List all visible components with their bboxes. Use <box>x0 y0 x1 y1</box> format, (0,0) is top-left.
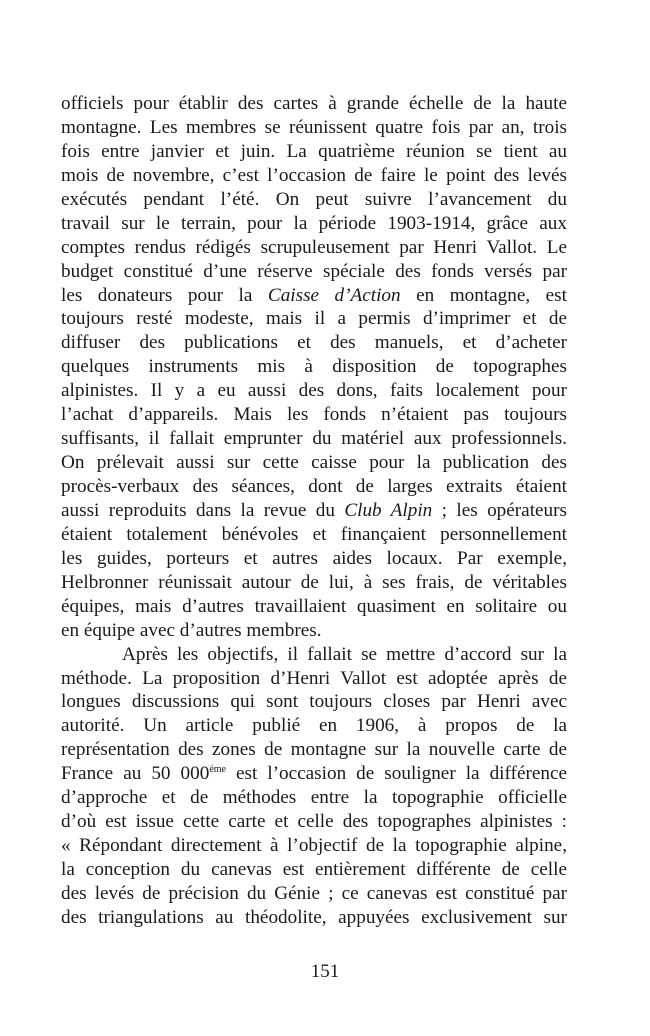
text-line <box>61 164 567 188</box>
text-line <box>61 92 567 116</box>
text-line <box>61 834 567 858</box>
text-run: les donateurs pour la <box>61 284 268 306</box>
text-run: ; les opérateurs <box>432 499 567 521</box>
text-run: travail sur le terrain, pour la période 1903-1914, grâce aux <box>61 212 567 234</box>
text-line <box>61 786 567 810</box>
text-run: mois de novembre, c’est l’occasion de faire le point des levés <box>61 164 567 186</box>
page-number: 151 <box>310 961 340 982</box>
text-run: méthode. La proposition d’Henri Vallot est adoptée après de <box>61 667 567 689</box>
text-run: alpinistes. Il y a eu aussi des dons, faits localement pour <box>61 380 567 402</box>
text-run: exécutés pendant l’été. On peut suivre l’avancement du <box>61 188 567 210</box>
text-run: d’approche et de méthodes entre la topographie officielle <box>61 787 567 809</box>
paragraph-first-line <box>61 643 567 667</box>
text-line <box>61 667 567 691</box>
text-line <box>61 403 567 427</box>
text-run: les guides, porteurs et autres aides locaux. Par exemple, <box>61 547 567 569</box>
text-run: en montagne, est <box>400 284 567 306</box>
text-run: d’où est issue cette carte et celle des topographes alpinistes : <box>61 811 567 833</box>
text-line <box>61 547 567 571</box>
text-line <box>61 714 567 738</box>
text-line <box>61 690 567 714</box>
text-run: budget constitué d’une réserve spéciale des fonds versés par <box>61 260 567 282</box>
text-run: est l’occasion de souligner la différence <box>225 763 567 785</box>
text-line <box>61 188 567 212</box>
text-run: l’achat d’appareils. Mais les fonds n’étaient pas toujours <box>61 404 567 426</box>
text-line <box>61 379 567 403</box>
text-line <box>61 523 567 547</box>
text-run: suffisants, il fallait emprunter du matériel aux professionnels. <box>61 428 567 450</box>
text-line <box>61 738 567 762</box>
text-line <box>61 427 567 451</box>
text-line <box>61 858 567 882</box>
text-run: Helbronner réunissait autour de lui, à ses frais, de véritables <box>61 571 567 593</box>
text-run: officiels pour établir des cartes à grande échelle de la haute <box>61 93 567 114</box>
text-line <box>61 355 567 379</box>
text-run: en équipe avec d’autres membres. <box>61 619 322 641</box>
text-line <box>61 140 567 164</box>
text-run: On prélevait aussi sur cette caisse pour la publication des <box>61 452 567 474</box>
italic-title: Caisse d’Action <box>267 284 401 306</box>
text-line <box>61 212 567 236</box>
text-run: des triangulations au théodolite, appuyées exclusivement sur <box>61 906 567 928</box>
text-line <box>61 236 567 260</box>
text-line <box>61 116 567 140</box>
text-line <box>61 284 567 308</box>
text-run: procès-verbaux des séances, dont de larges extraits étaient <box>61 476 567 497</box>
page-body-text <box>61 92 567 930</box>
text-line <box>61 331 567 355</box>
ordinal-superscript: éme <box>209 764 226 776</box>
text-run: autorité. Un article publié en 1906, à propos de la <box>61 715 567 737</box>
text-run: toujours resté modeste, mais il a permis d’imprimer et de <box>61 308 567 330</box>
text-run: montagne. Les membres se réunissent quatre fois par an, trois <box>61 116 567 138</box>
text-line <box>61 906 567 930</box>
italic-title: Club Alpin <box>344 499 433 521</box>
text-line <box>61 619 567 643</box>
text-run: fois entre janvier et juin. La quatrième réunion se tient au <box>61 140 567 162</box>
text-run: des levés de précision du Génie ; ce canevas est constitué par <box>61 882 567 904</box>
text-run: « Répondant directement à l’objectif de la topographie alpine, <box>61 835 567 857</box>
text-line <box>61 595 567 619</box>
text-line <box>61 451 567 475</box>
text-line <box>61 762 567 786</box>
text-run: la conception du canevas est entièrement différente de celle <box>61 859 567 880</box>
text-run: Après les objectifs, il fallait se mettre d’accord sur la <box>122 643 567 665</box>
text-run: étaient totalement bénévoles et finançaient personnellement <box>61 523 567 545</box>
text-line <box>61 260 567 284</box>
text-run: France au 50 000 <box>61 763 210 785</box>
text-line <box>61 882 567 906</box>
text-run: comptes rendus rédigés scrupuleusement par Henri Vallot. Le <box>61 236 567 258</box>
text-run: équipes, mais d’autres travaillaient quasiment en solitaire ou <box>61 595 567 617</box>
text-run: diffuser des publications et des manuels, et d’acheter <box>61 332 567 354</box>
text-run: aussi reproduits dans la revue du <box>61 499 345 521</box>
text-line <box>61 475 567 499</box>
text-run: représentation des zones de montagne sur la nouvelle carte de <box>61 739 567 761</box>
text-line <box>61 499 567 523</box>
text-line <box>61 810 567 834</box>
text-line <box>61 571 567 595</box>
text-line <box>61 307 567 331</box>
text-run: quelques instruments mis à disposition de topographes <box>61 356 567 378</box>
text-run: longues discussions qui sont toujours closes par Henri avec <box>61 691 567 713</box>
